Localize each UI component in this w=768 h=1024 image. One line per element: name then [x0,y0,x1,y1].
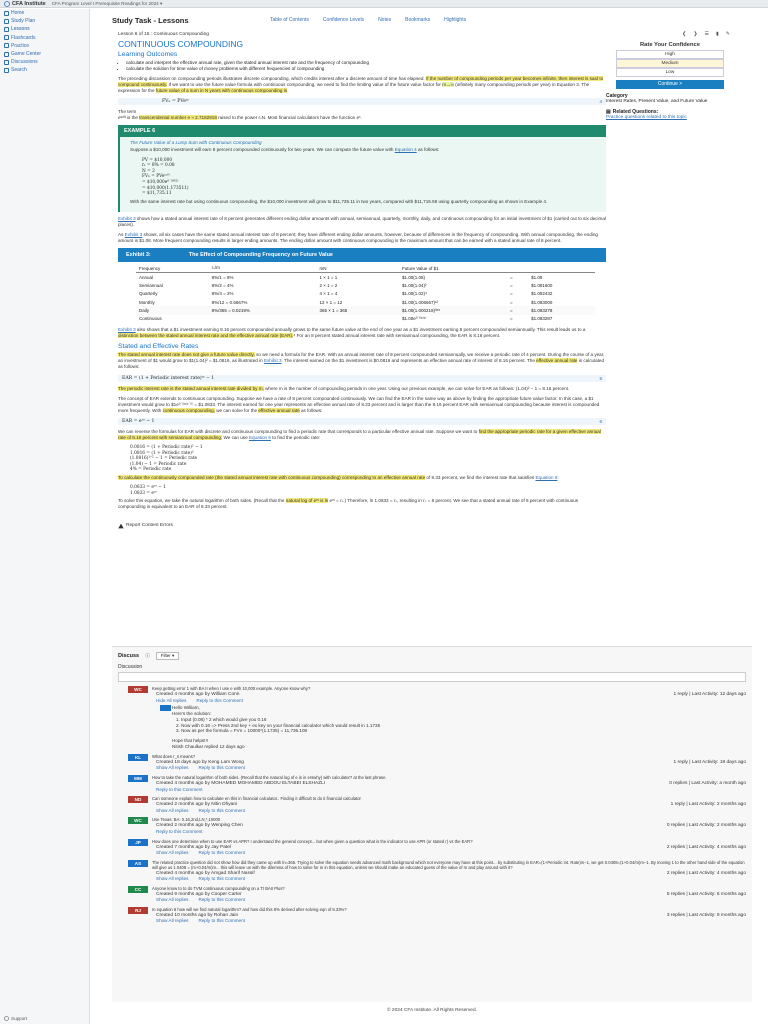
questions-icon: ▤ [606,109,611,115]
sidebar-item-label: Lessons [11,26,30,33]
avatar: JP [128,839,148,846]
avatar: KL [128,754,148,761]
game-icon [4,52,9,57]
avatar: CC [128,886,148,893]
exhibit-cell: $1.08 [531,274,543,280]
text: raised to the power rₛN. Most financial calculators have the function eˣ. [216,115,362,121]
thread-actions [156,787,746,793]
support-label: Support [11,1016,28,1021]
exhibit-cell: 8%/1 = 8% [211,274,234,280]
exhibit-cell: Daily [136,306,209,314]
calculation [118,485,606,496]
confidence-low-button[interactable]: Low [616,68,724,77]
calendar-icon [4,19,9,24]
tab-notes[interactable]: Notes [378,17,392,23]
paragraph [118,216,606,228]
category-text: Interest Rates, Present Value, and Future Value [606,99,708,104]
avatar: RJ [128,907,148,914]
calc-line: = $11,735.11 [142,191,172,197]
text: is calculated as follows: [118,358,605,370]
equation-number: 4 [599,99,602,105]
exhibit-cell: = [509,299,513,305]
equation-link[interactable]: Equation 4 [394,147,417,153]
thread-activity: 0 replies | Last Activity: a month ago [669,780,746,786]
text: (infinitely many compounding periods per year) in Equation 3. The expression for the [118,82,590,94]
chat-icon [4,60,9,65]
related-questions-link[interactable]: Practice questions related to this topic [606,115,687,120]
text: shows how a stated annual interest rate of 8 percent generates different ending dollar amounts with annual, semiannual, quarterly, monthly, daily, and continuous compounding for an initial investment of $1 (carried out to six decimal places). [118,215,606,227]
exhibit-cell: = [509,291,513,297]
sidebar-item-search[interactable] [0,66,89,74]
reply-link[interactable]: Reply to this Comment [198,876,245,882]
exhibit-cell [209,315,317,323]
sidebar-item-label: Discussions [11,59,38,66]
paragraph [118,386,606,392]
sidebar-item-study-plan[interactable] [0,17,89,25]
text: As [118,232,125,237]
avatar: MM [128,775,148,782]
thread-activity: 1 reply | Last Activity: 18 days ago [673,759,746,765]
brand[interactable] [4,1,46,7]
exhibit-column-header: Frequency [136,264,209,273]
discussion-thread [118,860,746,882]
thread-question: What does r_s means? [152,753,196,759]
discussion-thread [118,796,746,813]
exhibit-cell: Monthly [139,299,155,305]
calc-line: (1.0816)¹ᐟ² − 1 = Periodic rate [130,456,198,462]
right-panel [606,30,734,121]
exhibit-cell: $1.00(1.02)⁴ [401,291,427,297]
thread-actions [156,829,746,835]
equation-link[interactable]: Equation 6 [535,475,558,481]
math-text: m→∞ [442,82,454,88]
lesson-content [118,30,606,529]
example-subtitle: The Future Value of a Lump Sum with Continuous Compounding [130,140,262,146]
calc-line: 1.0833 = eʳˢ [130,490,157,496]
calculation [118,445,606,473]
cfa-logo-icon [4,1,10,7]
exhibit-cell: $1.083287 [531,316,553,322]
avatar: AS [128,860,148,867]
thread-actions [156,698,746,704]
exhibit-cell: 1 × 1 = 1 [319,274,338,280]
discussion-thread [118,686,746,750]
thread-created: Created 4 months ago by MOHAMED MOHAMED ABDOU ELTABEI ELSHAZLI [156,780,326,786]
calc-line: 1.0816 = (1 + Periodic rate)² [130,450,194,456]
thread-activity: 0 replies | Last Activity: 2 months ago [666,823,746,829]
exhibit-row [136,281,595,289]
tab-bookmarks[interactable]: Bookmarks [405,17,431,23]
thread-actions [156,765,746,771]
exhibit-cell: 8%/12 = 0.6667% [211,299,248,305]
thread-question: Keep getting error 1 with BA II when I use e with 10,000 example. Anyone know why? [152,686,311,691]
text: so we need a formula for the EAR. With an annual interest rate of 8 percent compounded semiannually, we receive a periodic rate of 4 percent. During the course of a year, an investment of $1 would grow to $1(1.04)² = $1.0816, as illustrated in [118,352,605,364]
continue-button[interactable]: Continue > [616,80,724,89]
exhibit-cell: Continuous [139,316,162,322]
paragraph [130,147,596,153]
text: We can use [222,434,249,440]
sidebar-item-discussions[interactable] [0,58,89,66]
thread-actions [156,918,746,924]
exhibit-column-header: rₛ/m [209,264,317,273]
confidence-high-button[interactable]: High [616,50,724,59]
highlighted-text[interactable]: effective annual rate [536,358,578,364]
example-header: EXAMPLE 6 [118,125,606,137]
thread-question: In equation 6 how will we find natural logarithm? and how did this 8% derived after solving eqn of 8.33%? [152,906,347,912]
text: We can reverse the formulas for EAR with discrete and continuous compounding to find a periodic rate that corresponds to a particular effective annual rate. Suppose we want to [118,428,479,434]
reply-link[interactable]: Reply to this Comment [198,807,245,813]
text: Suppose a $10,000 investment will earn 8 percent compounded continuously for two years. We can compute the future value with [130,147,395,153]
thread-question: How does one determine when to use EAR vs APR? I understand the general concept... but when given a question what is the indicator to use APR (or stated r) vs the EAR? [152,838,473,844]
exhibit-link[interactable]: Exhibit 3 [124,232,143,237]
calc-line: = $10,000e⁰˙⁰⁸⁽²⁾ [142,179,179,185]
thread-created: Created 9 months ago by Cooper Carter [156,891,242,897]
thread-actions [156,850,746,856]
paragraph [118,109,606,121]
report-label: Report Content Errors [126,523,173,528]
sidebar-item-label: Home [11,10,25,17]
calculation [130,158,596,197]
outcomes-list [118,60,606,72]
reply-link[interactable]: Reply to this Comment [198,897,245,903]
highlighted-text[interactable]: If the number of compounding periods per year becomes infinite, then interest is said to compound continuously. [118,76,604,88]
example-conclusion: With the same interest rate but using continuous compounding, the $10,000 investment will grow to $11,735.11 in two years, compared with $11,716.59 using quarterly compounding as shown in Example 4. [130,198,548,204]
sidebar-item-lessons[interactable] [0,25,89,33]
thread-activity: 2 replies | Last Activity: 4 months ago [666,870,746,876]
exhibit-cell: 8%/365 = 0.0219% [209,306,317,314]
exhibit-cell: $1.00e⁰˙⁰⁸⁽¹⁾ [401,315,427,321]
toggle-replies-link[interactable]: Hide All replies [156,697,187,703]
sidebar-item-home[interactable] [0,9,89,17]
toggle-replies-link[interactable]: Show All replies [156,876,189,882]
highlighted-text[interactable]: The periodic interest rate is the stated annual interest rate divided by m, [118,385,264,391]
tab-table-of-contents[interactable]: Table of Contents [270,17,309,23]
exhibit-cell: $1.00(1.08) [401,274,425,280]
related-label-text: Related Questions: [612,109,659,115]
text: where m is the number of compounding periods in one year. Using our previous example, we can solve for EAR as follows: (1.04)² − 1 = 8.16 percent. [263,385,570,391]
exhibit-column-header [507,264,528,273]
brand-name: CFA Institute [12,0,46,7]
tab-highlights[interactable]: Highlights [444,17,467,23]
thread-question: The related practice question did not show how did they came up with ln=365. Trying to solve the equation needs advanced math background which not everyone may have at this point... by substituting in EAR=(1+Periodic int. Rate)m−1, we get 0.0408=(1+0.04/m)m−1. By moving 1 to the other hand side of the equation will give us 1.0408 = (m+0.04/m)m... this will leave us with the dilemma of how to solve for m in this equation, unless we should make an educated guess of the value of m and play around with it? [152,859,745,871]
text: ⁴ For an 8 percent stated annual interest rate with semiannual compounding, the EAR is 8.16 percent. [293,333,501,339]
calc-line: = $10,000(1.173511) [142,185,189,191]
thread-activity: 1 reply | Last Activity: 2 months ago [670,802,746,808]
exhibit-cell: 8%/2 = 4% [211,282,234,288]
highlighted-text[interactable]: The stated annual interest rate does not give a future value directly, [118,352,255,358]
exhibit-cell: = [507,306,528,314]
book-icon [4,27,9,32]
thread-question: Anyone know to to do TVM continuous compounding on a TI BAII Plus? [152,885,285,891]
cards-icon [4,35,9,40]
category-label: Category [606,93,628,99]
text: If we want to use the future value formula with continuous compounding, we need to find the limiting value of the future value factor for [167,82,443,88]
text: The term [118,109,137,115]
warning-icon [118,523,124,529]
thread-activity: 1 reply | Last Activity: 12 days ago [673,692,746,697]
sidebar-item-label: Search [11,67,27,74]
sidebar [0,9,90,1024]
reply-line: Hello William, [172,705,200,711]
confidence-medium-button[interactable]: Medium [616,59,724,68]
paragraph [118,396,606,414]
paragraph [118,327,606,339]
confidence-title: Rate Your Confidence [639,42,701,48]
reply [160,705,746,750]
outcome-item: • calculate the solution for time value of money problems with different frequencies of compounding [126,66,606,72]
text: we can solve for the [214,407,259,413]
text: To solve this equation, we take the natural logarithm of both sides. (Recall that the [118,498,286,504]
calc-line: 4% = Periodic rate [130,467,172,473]
exhibit-cell: $1.083278 [528,306,595,314]
bookmark-icon[interactable]: ▮ [716,31,719,37]
calc-line: rₛ = 8% = 0.08 [142,163,175,169]
calc-line: PV = $10,000 [142,157,173,163]
reply-link[interactable]: Reply to this Comment [198,918,245,924]
sidebar-item-label: Flashcards [11,34,36,41]
highlighted-text[interactable]: find the appropriate periodic rate for a given effective annual rate of 8.16 percent with semiannual compounding. [118,428,601,440]
reply-line: 3. Now as per the formula = FVn = 10000*(1.1735) = 11,735.108 [176,728,308,734]
next-icon[interactable]: ❯ [693,31,698,37]
section-heading: Stated and Effective Rates [118,343,199,351]
exhibit-cell: = [509,316,513,322]
thread-created: Created 10 months ago by Rohan Jain [156,912,239,918]
discussion-section [112,646,752,1002]
exhibit-title: The Effect of Compounding Frequency on Future Value [188,252,333,259]
reply-line: Here's the solution: [172,710,212,716]
menu-icon[interactable]: ☰ [704,31,710,37]
calc-line: 0.0833 = eʳˢ − 1 [130,485,166,491]
exhibit-cell: 2 × 1 = 2 [319,282,338,288]
exhibit-cell: $1.00(1.000219)³⁶⁵ [399,306,507,314]
sidebar-item-label: Study Plan [11,18,36,25]
thread-actions [156,876,746,882]
highlighted-text[interactable]: distinction between the stated annual interest rate and the effective annual rate (EAR). [118,333,294,339]
discussion-label: Discussion [118,664,143,670]
previous-icon[interactable]: ❮ [682,31,687,37]
reply-link[interactable]: Reply to this Comment [156,786,203,792]
footer: © 2024 CFA Institute. All Rights Reserved. [387,1008,477,1013]
outcomes-heading: Learning Outcomes [118,51,178,58]
thread-created: Created 7 months ago by Jay Patel [156,844,231,850]
discussion-thread [118,754,746,771]
reply-line: Hope that helps!!! [172,738,209,744]
equation-text: EAR = eʳˢ − 1 [122,418,155,424]
text: of 8.33 percent, we find the interest rate that satisfies [425,475,536,481]
exhibit-cell [316,315,398,323]
highlighted-text[interactable]: future value of a sum in N years with continuous compounding is [155,88,288,94]
exhibit-row [136,298,595,306]
equation-6 [118,418,606,425]
equation-5 [118,375,606,382]
highlighted-text[interactable]: natural log of eʳˢ is ln [285,498,329,504]
thread-activity: 3 replies | Last Activity: 9 months ago [666,912,746,918]
info-icon: ⓘ [145,653,150,658]
toggle-replies-link[interactable]: Show All replies [156,807,189,813]
exhibit-cell: $1.00(1.04)² [401,282,427,288]
exhibit-row [136,315,595,323]
highlighted-text[interactable]: To calculate the continuously compounded rate (the stated annual interest rate with continuous compounding) corresponding to an effective annual rate [118,475,426,481]
thread-created: Created 4 months ago by Amgad Sharif Nassif [156,870,255,876]
avatar: WC [128,686,148,693]
tab-confidence-levels[interactable]: Confidence Levels [322,17,365,23]
paragraph [118,498,606,510]
reply-line: 1. Input (0.08) * 2 which would give you 0.16 [176,716,267,722]
exhibit-cell: $1.00(1.006667)¹² [401,299,438,305]
toggle-replies-link[interactable]: Show All replies [156,918,189,924]
discussion-thread [118,886,746,903]
exhibit-cell: $1.082432 [531,291,553,297]
discussion-thread [118,775,746,792]
lesson-title: CONTINUOUS COMPOUNDING [118,39,244,49]
thread-question: Can someone explain how to calculate en this in financial calculator.. Finding it difficult to do it financial calculator [152,796,361,802]
exhibit-cell: $1.083000 [531,299,553,305]
text: The preceding discussion on compounding periods illustrates discrete compounding, which credits interest after a discrete amount of time has elapsed. [118,76,426,81]
equation-number: 6 [599,418,602,424]
equation-4 [118,98,606,105]
calc-line: (1.04) − 1 = Periodic rate [130,461,187,467]
toggle-replies-link[interactable]: Show All replies [156,765,189,771]
exhibit-row [136,289,595,297]
exhibit-cell: 365 × 1 = 365 [316,306,398,314]
thread-created: Created 2 months ago by Wenping Chen [156,823,243,829]
exhibit-link[interactable]: Exhibit 3 [118,327,136,333]
exhibit-cell: Quarterly [139,291,158,297]
exhibit-column-header [528,264,595,273]
text: eˢᶜᴺ is the [118,115,140,121]
thread-activity: 2 replies | Last Activity: 4 months ago [666,844,746,850]
reply-link[interactable]: Reply to this Comment [156,828,203,834]
example-body [118,137,606,211]
paragraph [118,232,606,244]
exhibit-row [136,306,595,314]
text: also shows that a $1 investment earning 8.16 percent compounded annually grows to the same future value at the end of one year as a $1 investment earning 8 percent compounded semiannually. This result leads us to a [135,327,586,333]
text: . The interest earned on the $1 investment is $0.0816 and represents an effective annual rate of interest of 8.16 percent. The [281,358,537,364]
sidebar-item-game-center[interactable] [0,50,89,58]
reply-link[interactable]: Reply to this Comment [198,850,245,856]
exhibit-cell: 4 × 1 = 4 [319,291,338,297]
exhibit-column-header: Future Value of $1 [399,264,507,273]
exhibit-cell: 12 × 1 = 12 [319,299,343,305]
equation-link[interactable]: Equation 5 [248,434,271,440]
calc-line: FVₙ = PVeˢᶜᴺ [142,174,170,180]
exhibit-header [118,248,606,262]
text: as follows: [299,407,323,413]
toggle-replies-link[interactable]: Show All replies [156,897,189,903]
sidebar-item-label: Practice [11,42,30,49]
page-title: Study Task - Lessons [112,15,189,25]
support-link[interactable] [4,1016,27,1021]
discussion-thread [118,907,746,924]
highlighted-text[interactable]: effective annual rate [258,407,300,413]
equation-number: 5 [599,375,602,381]
paragraph [118,475,606,481]
exhibit-label: Exhibit 3: [126,252,151,259]
sidebar-item-flashcards[interactable] [0,34,89,42]
discussion-input[interactable] [118,672,746,682]
highlighted-text[interactable]: continuous compounding, [162,407,215,413]
reply-line: Nitish Chaulkar replied 12 days ago [172,743,245,749]
exhibit-cell: Semiannual [139,282,163,288]
reply-line: 2. Now with 0.16 => Press 2nd key + ex key on your financial calculator which would result in 1.1735 [176,722,381,728]
thread-actions [156,808,746,814]
exhibit-cell: = [509,274,513,280]
thread-question: Use Texas: BA: 0.16,2nd,LN,*,10000 [152,817,221,823]
equation-text: FVₙ = PVeˢᶜ [162,99,190,105]
outcome-item: • calculate and interpret the effective annual rate, given the stated annual interest rate and the frequency of compounding [126,60,606,66]
thread-actions [156,897,746,903]
exhibit-cell: $1.081600 [531,282,553,288]
report-errors-link[interactable] [118,523,606,529]
search-icon [4,68,9,73]
exhibit-cell: = [509,282,513,288]
text: to find the periodic rate: [270,434,321,440]
exhibit-column-header: mN [316,264,398,273]
text: as follows: [416,147,440,153]
sidebar-item-label: Game Center [11,51,42,58]
sidebar-item-practice[interactable] [0,42,89,50]
exhibit-cell: Annual [139,274,154,280]
thread-created: Created 18 days ago by Keng Lam Wong [156,759,244,765]
text: eʳˢ = rₛ.) Therefore, ln 1.0833 = rₛ, resulting in rₛ = 8 percent. We see that a stated annual rate of 8 percent with continuous compounding is equivalent to an EAR of 8.33 percent. [118,498,579,510]
paragraph [118,429,606,441]
discussion-thread [118,839,746,856]
paragraph [118,76,606,94]
lesson-toolbar [606,30,734,38]
exhibit-row [136,273,595,281]
thread-activity: 5 replies | Last Activity: 6 months ago [666,891,746,897]
reply-link[interactable]: Reply to this Comment [196,697,243,703]
thread-list [118,686,746,924]
edit-icon[interactable]: ✎ [725,31,730,37]
program-breadcrumb[interactable]: CFA Program Level I Prerequisite Readings for 2024 ▾ [51,0,163,6]
exhibit-link[interactable]: Exhibit 3 [118,215,136,221]
toggle-replies-link[interactable]: Show All replies [156,850,189,856]
discussion-title: Discuss [118,653,140,659]
highlighted-text[interactable]: transcendental number e ≈ 2.7182818 [139,115,217,121]
lesson-position: Lesson 6 of 15 : Continuous Compounding [118,32,209,37]
thread-created: Created 2 months ago by Nitin Dhyani [156,802,238,808]
avatar: ND [128,796,148,803]
reply-avatar [160,705,171,711]
exhibit-link[interactable]: Exhibit 3 [263,358,282,364]
discussion-thread [118,817,746,834]
calc-line: N = 2 [142,168,155,174]
text: The concept of EAR extends to continuous compounding. Suppose we have a rate of 8 percent compounded continuously. We can find the EAR in the same way as above by finding the appropriate future value factor. In this case, a $1 investment would grow to $1e⁰˙⁰⁸⁽¹˙⁰⁾ = $1.0833. The interest earned for one year represents an effective annual rate of 8.33 percent and is larger than the 8.16 percent EAR with semiannual compounding because interest is compounded more frequently. With [118,395,600,413]
text: : [557,475,559,481]
filter-dropdown[interactable]: Filter ▾ [156,652,180,660]
practice-icon [4,43,9,48]
equation-text: EAR = (1 + Periodic interest rate)ᵐ − 1 [122,375,215,381]
paragraph [118,352,606,370]
exhibit-table [136,264,595,323]
avatar: WC [128,817,148,824]
calc-line: 0.0816 = (1 + Periodic rate)² − 1 [130,445,203,451]
support-icon [4,1016,9,1021]
thread-created: Created 4 months ago by William Conn [156,692,240,697]
text: shows, all six cases have the same stated annual interest rate of 8 percent; they have different ending dollar amounts, however, because of differences in the frequency of compounding. With annual compounding, the ending amount is $1.08. More frequent compounding results in larger ending amounts. The ending dollar amount with continuous compounding is the maximum amount that can be earned with a stated annual rate of 8 percent. [118,232,598,244]
thread-question: How to take the natural logarithm of both sides. (Recall that the natural log of e is in erswhy) with calculator? at the last phrase. [152,774,387,780]
top-bar [0,0,768,8]
lesson-header [112,13,752,27]
home-icon [4,11,9,16]
reply-link[interactable]: Reply to this Comment [198,765,245,771]
exhibit-cell: 8%/4 = 2% [211,291,234,297]
